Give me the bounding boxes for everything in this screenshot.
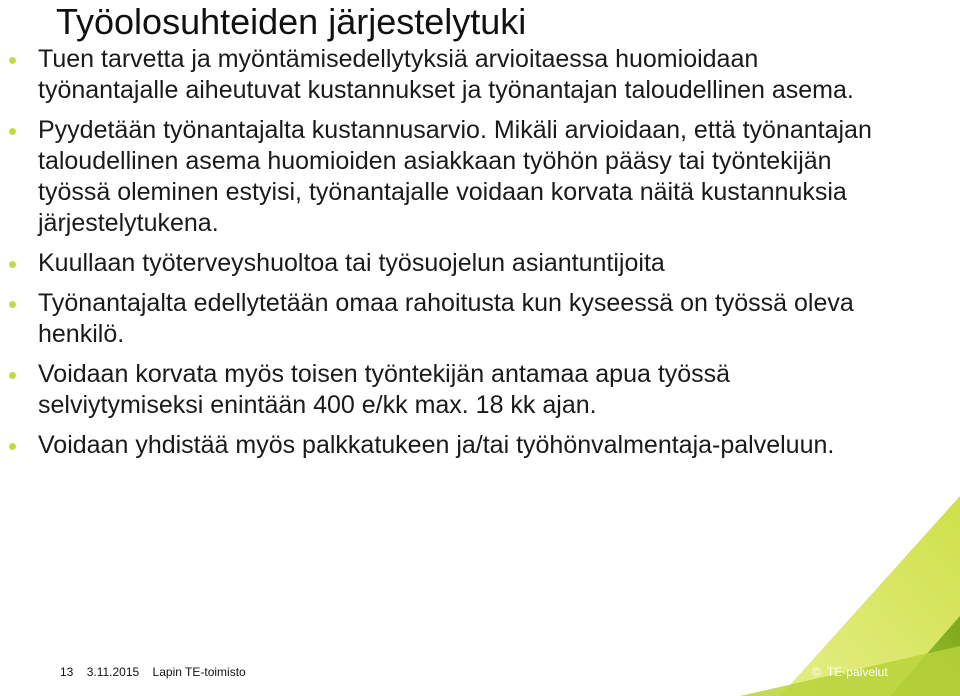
- bullet-text: Tuen tarvetta ja myöntämisedellytyksiä arvioitaessa huomioidaan työnantajalle aiheutuvat kustannukset ja työnantajan taloudellinen asema.: [38, 45, 854, 104]
- slide-title: Työolosuhteiden järjestelytuki: [56, 1, 527, 42]
- footer-left: [60, 664, 256, 680]
- footer-organization: Lapin TE-toimisto: [152, 665, 246, 679]
- bullet-text: Kuullaan työterveyshuoltoa tai työsuojelun asiantuntijoita: [38, 249, 665, 277]
- copyright-icon: ©: [812, 665, 821, 679]
- bullet-text: Voidaan yhdistää myös palkkatukeen ja/tai työhönvalmentaja-palveluun.: [38, 431, 835, 459]
- bullet-text: Työnantajalta edellytetään omaa rahoitusta kun kyseessä on työssä oleva henkilö.: [38, 289, 854, 348]
- footer-date: 3.11.2015: [86, 665, 140, 679]
- footer-brand: [812, 664, 888, 680]
- brand-name: TE-palvelut: [826, 665, 888, 679]
- bullet-item: [0, 288, 898, 350]
- bullet-list: [0, 44, 960, 470]
- bullet-item: [0, 44, 898, 106]
- bullet-dot-icon: [9, 443, 16, 450]
- bullet-dot-icon: [9, 57, 16, 64]
- bullet-item: [0, 430, 898, 461]
- bullet-item: [0, 248, 898, 279]
- page-number: 13: [60, 665, 74, 679]
- bullet-text: Pyydetään työnantajalta kustannusarvio. Mikäli arvioidaan, että työnantajan taloudellinen asema huomioiden asiakkaan työhön pääsy tai työntekijän työssä oleminen estyisi, työnantajalle voidaan korvata näitä kustannuksia järjestelytukena.: [38, 116, 872, 237]
- bullet-text: Voidaan korvata myös toisen työntekijän antamaa apua työssä selviytymiseksi enintään 400 e/kk max. 18 kk ajan.: [38, 360, 731, 419]
- bullet-dot-icon: [9, 128, 16, 135]
- bullet-item: [0, 115, 898, 239]
- bullet-item: [0, 359, 898, 421]
- bullet-dot-icon: [9, 261, 16, 268]
- bullet-dot-icon: [9, 372, 16, 379]
- bullet-dot-icon: [9, 301, 16, 308]
